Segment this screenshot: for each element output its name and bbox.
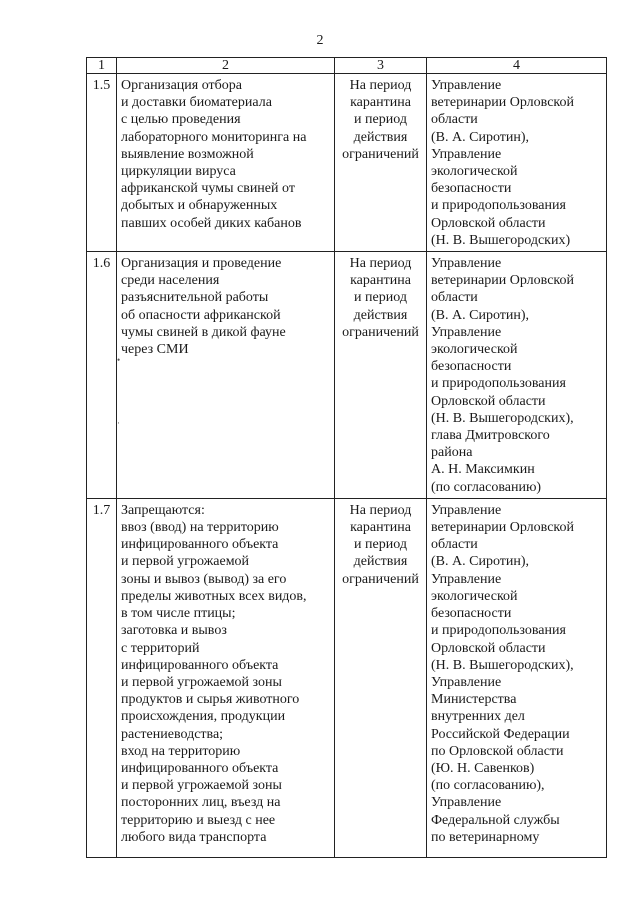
table-row	[87, 74, 607, 252]
text-line: среди населения	[121, 273, 220, 289]
scan-speck: •	[117, 355, 121, 365]
text-line: территорию и выезд с нее	[121, 812, 276, 828]
text-line: инфицированного объекта	[121, 537, 279, 553]
text-line: безопасности	[431, 181, 512, 197]
text-line: Орловской области	[431, 215, 546, 231]
text-line: Министерства	[431, 692, 517, 708]
text-line: и первой угрожаемой	[121, 554, 250, 570]
text-line: ветеринарии Орловской	[431, 273, 574, 289]
text-line: карантина	[350, 95, 411, 111]
text-line: павших особей диких кабанов	[121, 215, 302, 231]
text-line: и природопользования	[431, 376, 566, 392]
table-row	[87, 252, 607, 499]
text-line: Орловской области	[431, 393, 546, 409]
responsible-cell	[427, 74, 607, 252]
page-number: 2	[316, 33, 324, 48]
responsible-cell	[427, 252, 607, 499]
row-number: 1.5	[87, 74, 117, 252]
header-col-measure: 2	[117, 58, 335, 74]
text-line: (Н. В. Вышегородских)	[431, 232, 571, 248]
text-line: Запрещаются:	[121, 502, 205, 518]
header-col-responsible: 4	[427, 58, 607, 74]
text-line: карантина	[350, 273, 411, 289]
period-cell	[335, 74, 427, 252]
text-line: Федеральной службы	[431, 812, 560, 828]
text-line: и первой угрожаемой зоны	[121, 674, 282, 690]
text-line: и период	[354, 112, 407, 128]
text-line: ветеринарии Орловской	[431, 520, 574, 536]
text-line: инфицированного объекта	[121, 657, 279, 673]
text-line: действия	[353, 129, 408, 145]
text-line: Управление	[431, 146, 502, 162]
text-line: в том числе птицы;	[121, 606, 236, 622]
text-line: ограничений	[342, 146, 419, 162]
text-line: заготовка и вывоз	[121, 623, 227, 639]
text-line: экологической	[431, 342, 518, 358]
text-line: Управление	[431, 256, 502, 272]
measures-table	[86, 57, 607, 858]
header-col-period: 3	[335, 58, 427, 74]
text-line: Организация отбора	[121, 78, 242, 93]
row-number: 1.7	[87, 498, 117, 857]
text-line: ветеринарии Орловской	[431, 95, 574, 111]
text-line: с целью проведения	[121, 112, 241, 128]
text-line: любого вида транспорта	[121, 829, 267, 845]
text-line: и природопользования	[431, 198, 566, 214]
text-line: (В. А. Сиротин),	[431, 307, 530, 323]
text-line: лабораторного мониторинга на	[121, 129, 307, 145]
text-line: по ветеринарному	[431, 829, 540, 845]
text-line: Управление	[431, 795, 502, 811]
text-line: по Орловской области	[431, 743, 564, 759]
text-line: и период	[354, 537, 407, 553]
text-line: зоны и вывоз (вывод) за его	[121, 571, 287, 587]
period-cell	[335, 498, 427, 857]
text-line: безопасности	[431, 359, 512, 375]
text-line: Управление	[431, 78, 502, 93]
measure-cell	[117, 498, 335, 857]
text-line: инфицированного объекта	[121, 760, 279, 776]
text-line: и период	[354, 290, 407, 306]
measure-cell	[117, 74, 335, 252]
text-line: продуктов и сырья животного	[121, 692, 300, 708]
text-line: (Ю. Н. Савенков)	[431, 760, 535, 776]
text-line: внутренних дел	[431, 709, 525, 725]
text-line: безопасности	[431, 606, 512, 622]
text-line: и природопользования	[431, 623, 566, 639]
text-line: А. Н. Максимкин	[431, 462, 535, 478]
text-line: области	[431, 537, 478, 553]
text-line: На период	[349, 256, 412, 272]
text-line: африканской чумы свиней от	[121, 181, 295, 197]
text-line: Орловской области	[431, 640, 546, 656]
text-line: растениеводства;	[121, 726, 224, 742]
text-line: чумы свиней в дикой фауне	[121, 324, 286, 340]
text-line: посторонних лиц, въезд на	[121, 795, 281, 811]
text-line: действия	[353, 307, 408, 323]
header-col-number: 1	[87, 58, 117, 74]
text-line: происхождения, продукции	[121, 709, 286, 725]
text-line: и первой угрожаемой зоны	[121, 778, 282, 794]
text-line: выявление возможной	[121, 146, 254, 162]
text-line: глава Дмитровского	[431, 428, 550, 444]
table-header-row	[87, 58, 607, 74]
text-line: экологической	[431, 588, 518, 604]
period-cell	[335, 252, 427, 499]
text-line: Управление	[431, 502, 502, 518]
text-line: области	[431, 290, 478, 306]
text-line: Российской Федерации	[431, 726, 570, 742]
row-number: 1.6	[87, 252, 117, 499]
text-line: области	[431, 112, 478, 128]
responsible-cell	[427, 498, 607, 857]
text-line: Организация и проведение	[121, 256, 282, 272]
scan-speck: ·	[117, 418, 120, 428]
text-line: с территорий	[121, 640, 200, 656]
text-line: района	[431, 445, 473, 461]
text-line: На период	[349, 502, 412, 518]
text-line: (Н. В. Вышегородских),	[431, 657, 574, 673]
text-line: карантина	[350, 520, 411, 536]
text-line: (В. А. Сиротин),	[431, 129, 530, 145]
text-line: ограничений	[342, 571, 419, 587]
text-line: вход на территорию	[121, 743, 241, 759]
table-row	[87, 498, 607, 857]
text-line: экологической	[431, 164, 518, 180]
text-line: ввоз (ввод) на территорию	[121, 520, 279, 536]
text-line: и доставки биоматериала	[121, 95, 272, 111]
text-line: (по согласованию)	[431, 479, 542, 495]
text-line: (по согласованию),	[431, 778, 545, 794]
text-line: Управление	[431, 324, 502, 340]
measure-cell	[117, 252, 335, 499]
text-line: добытых и обнаруженных	[121, 198, 278, 214]
text-line: через СМИ	[121, 342, 189, 358]
text-line: Управление	[431, 674, 502, 690]
text-line: разъяснительной работы	[121, 290, 269, 306]
text-line: На период	[349, 78, 412, 93]
text-line: Управление	[431, 571, 502, 587]
text-line: об опасности африканской	[121, 307, 281, 323]
text-line: (Н. В. Вышегородских),	[431, 410, 574, 426]
text-line: пределы животных всех видов,	[121, 588, 307, 604]
text-line: действия	[353, 554, 408, 570]
text-line: циркуляции вируса	[121, 164, 236, 180]
text-line: ограничений	[342, 324, 419, 340]
text-line: (В. А. Сиротин),	[431, 554, 530, 570]
